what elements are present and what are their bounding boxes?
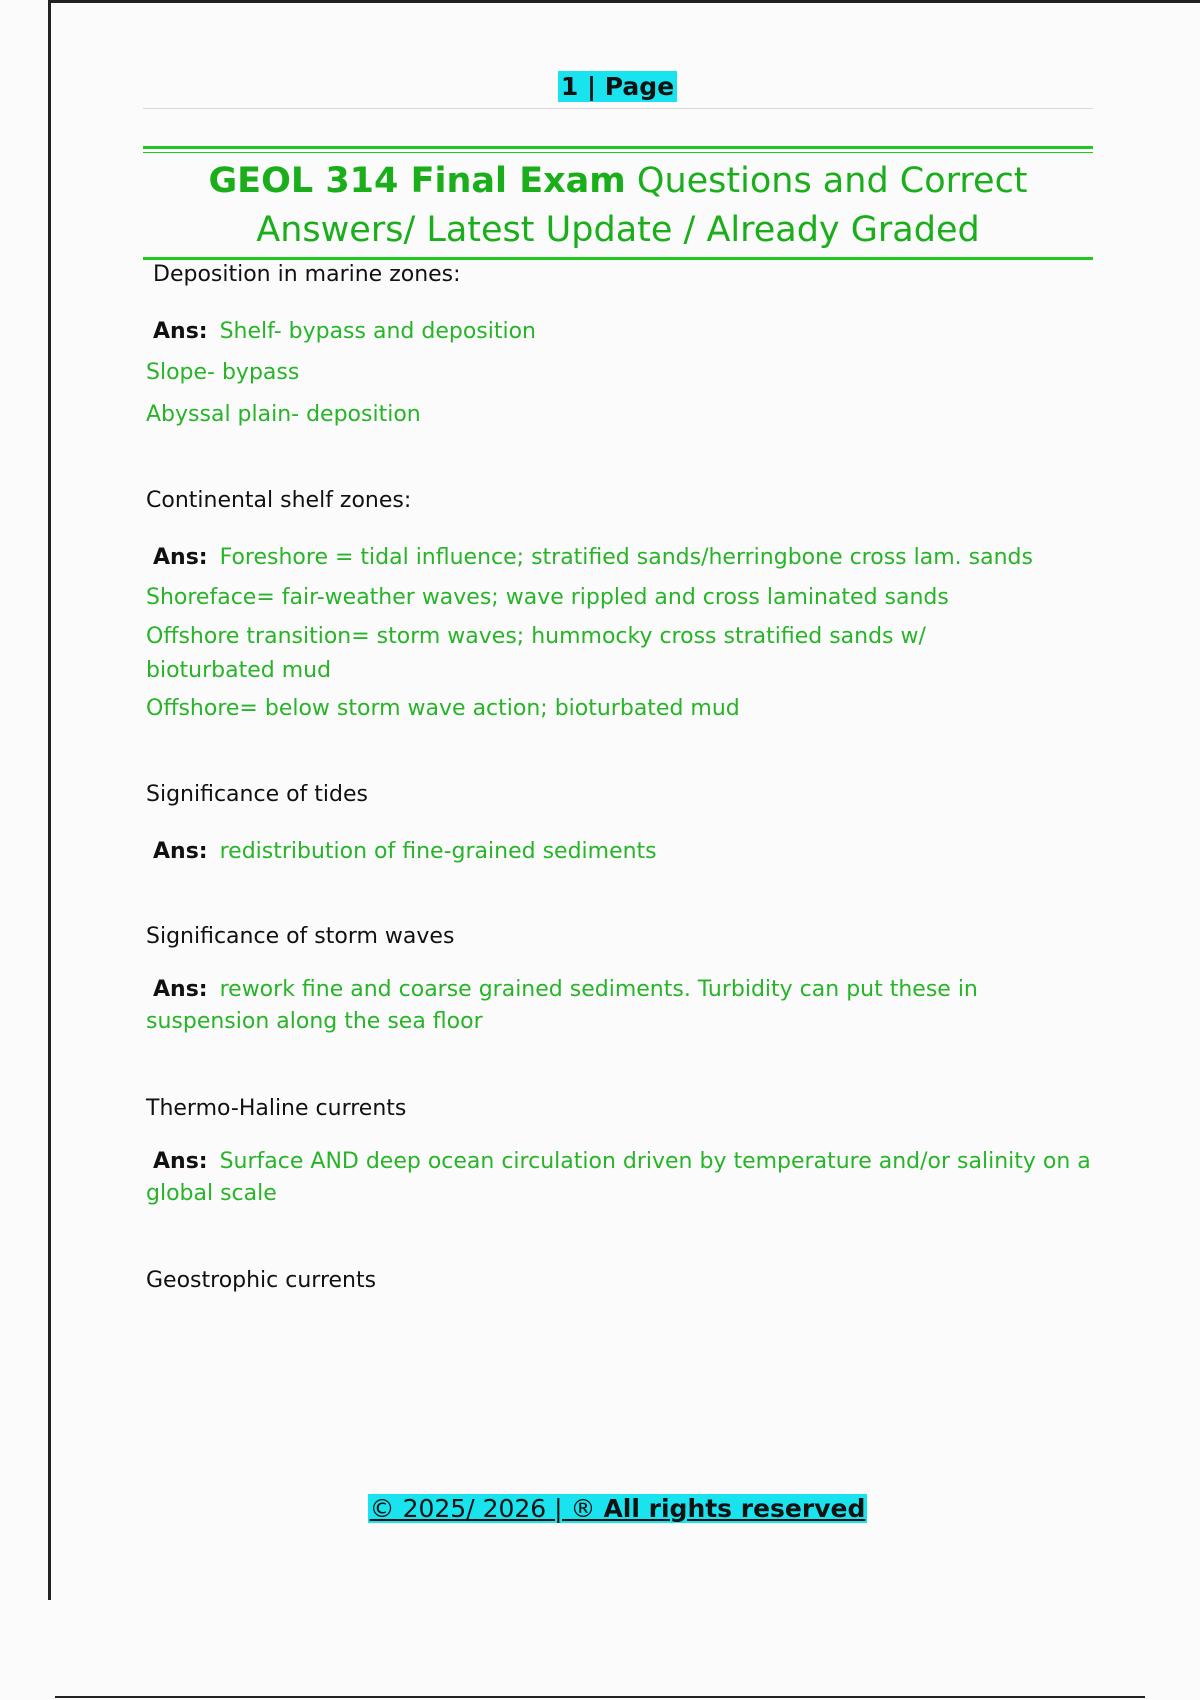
answer-4-first	[146, 974, 1096, 1038]
header-rule	[143, 108, 1093, 109]
question-3: Significance of tides	[146, 782, 368, 807]
answer-2-line-3: Offshore transition= storm waves; hummocky cross stratified sands w/ bioturbated mud	[146, 624, 926, 683]
copyright-prefix: © 2025/ 2026 | ®	[369, 1494, 604, 1523]
question-6: Geostrophic currents	[146, 1268, 377, 1293]
answer-3-first	[146, 832, 1096, 872]
title-rest: Questions and Correct Answers/ Latest Update / Already Graded	[256, 161, 1028, 250]
answer-5-first	[146, 1146, 1096, 1210]
page-number	[0, 72, 1200, 101]
page-border-top	[50, 0, 1200, 3]
answer-1-line-3: Abyssal plain- deposition	[146, 402, 421, 427]
copyright-bold: All rights reserved	[603, 1494, 866, 1523]
bottom-rule	[55, 1696, 1145, 1698]
answer-2-line-4: Offshore= below storm wave action; bioturbated mud	[146, 696, 740, 721]
document-title	[143, 157, 1093, 255]
answer-2-line-2: Shoreface= fair-weather waves; wave rippled and cross laminated sands	[146, 585, 949, 610]
ans-label: Ans:	[153, 319, 208, 344]
answer-text: Shelf- bypass and deposition	[219, 319, 536, 344]
answer-text: Surface AND deep ocean circulation driven by temperature and/or salinity on a global scale	[146, 1149, 1091, 1206]
ans-label: Ans:	[153, 545, 208, 570]
page-number-label: 1 | Page	[558, 71, 677, 102]
page-border-left	[48, 0, 51, 1600]
question-1: Deposition in marine zones:	[153, 262, 461, 287]
question-4: Significance of storm waves	[146, 924, 455, 949]
copyright-highlight	[368, 1494, 868, 1523]
question-2: Continental shelf zones:	[146, 488, 412, 513]
ans-label: Ans:	[153, 977, 208, 1002]
answer-1-line-2: Slope- bypass	[146, 360, 300, 385]
copyright-footer	[0, 1494, 1200, 1523]
ans-label: Ans:	[153, 839, 208, 864]
qa-content	[146, 258, 1096, 1298]
answer-text: redistribution of fine-grained sediments	[219, 839, 657, 864]
answer-2-first	[146, 538, 1096, 578]
ans-label: Ans:	[153, 1149, 208, 1174]
title-top-rule	[143, 146, 1093, 153]
title-bold: GEOL 314 Final Exam	[208, 161, 626, 201]
question-5: Thermo-Haline currents	[146, 1096, 407, 1121]
answer-1-first	[146, 312, 1096, 352]
title-block	[143, 146, 1093, 260]
answer-text: rework fine and coarse grained sediments. Turbidity can put these in suspension along the sea floor	[146, 977, 978, 1034]
answer-text: Foreshore = tidal influence; stratified sands/herringbone cross lam. sands	[219, 545, 1033, 570]
